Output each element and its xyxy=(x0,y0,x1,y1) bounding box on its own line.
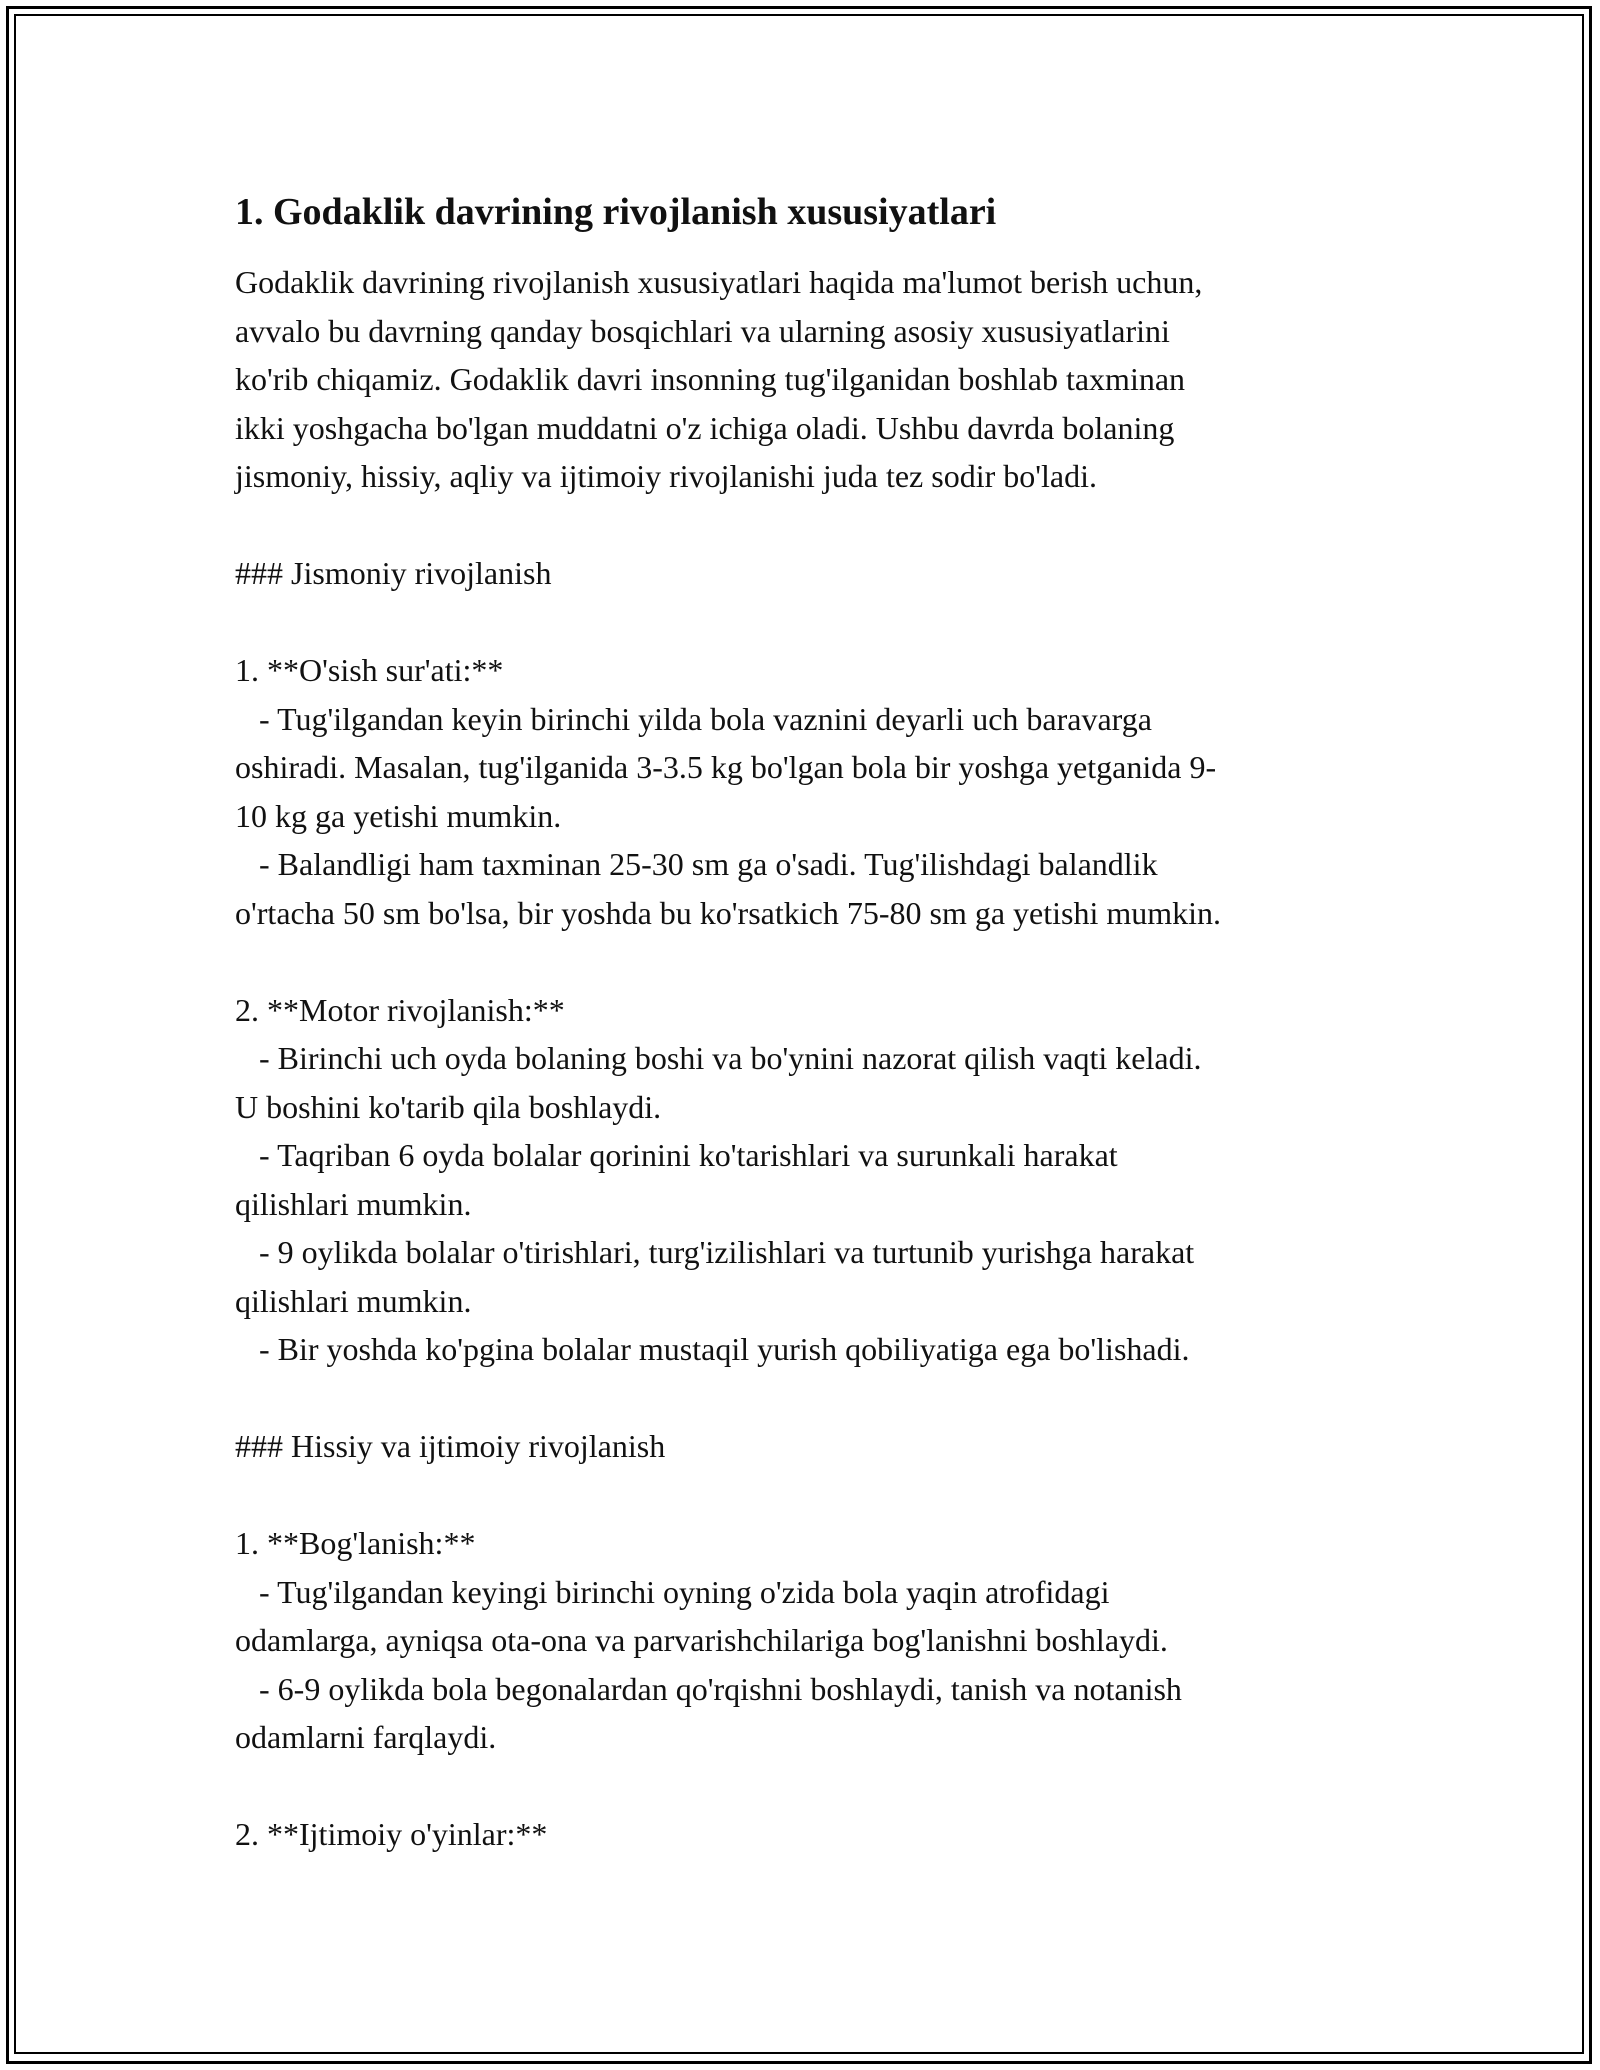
text-line: - 6-9 oylikda bola begonalardan qo'rqishni boshlaydi, tanish va notanish xyxy=(235,1670,1182,1707)
blank-line xyxy=(235,1374,1365,1423)
text-line: Godaklik davrining rivojlanish xususiyatlari haqida ma'lumot berish uchun, xyxy=(235,264,1203,300)
text-line: - 9 oylikda bolalar o'tirishlari, turg'izilishlari va turtunib yurishga harakat xyxy=(235,1234,1195,1270)
blank-line xyxy=(235,598,1365,647)
list-item-motor-development xyxy=(235,986,1365,1374)
section-heading-emotional-social: ### Hissiy va ijtimoiy rivojlanish xyxy=(235,1428,666,1464)
text-line: - Tug'ilgandan keyingi birinchi oyning o'zida bola yaqin atrofidagi xyxy=(235,1573,1110,1610)
text-line: 1. **Bog'lanish:** xyxy=(235,1525,476,1561)
text-line: avvalo bu davrning qanday bosqichlari va ularning asosiy xususiyatlarini xyxy=(235,312,1170,349)
text-line: odamlarni farqlaydi. xyxy=(235,1719,497,1755)
intro-paragraph xyxy=(235,258,1365,501)
text-line: ko'rib chiqamiz. Godaklik davri insonning tug'ilganidan boshlab taxminan xyxy=(235,361,1186,397)
document-title: 1. Godaklik davrining rivojlanish xususiyatlari xyxy=(235,191,997,233)
text-line: - Balandligi ham taxminan 25-30 sm ga o'sadi. Tug'ilishdagi balandlik xyxy=(235,846,1158,882)
text-line: jismoniy, hissiy, aqliy va ijtimoiy rivojlanishi juda tez sodir bo'ladi. xyxy=(235,458,1097,494)
text-line: 10 kg ga yetishi mumkin. xyxy=(235,797,562,834)
section-heading-physical: ### Jismoniy rivojlanish xyxy=(235,555,552,591)
text-line: oshiradi. Masalan, tug'ilganida 3-3.5 kg bo'lgan bola bir yoshga yetganida 9- xyxy=(235,749,1217,785)
text-line: ikki yoshgacha bo'lgan muddatni o'z ichiga oladi. Ushbu davrda bolaning xyxy=(235,409,1175,446)
text-line: U boshini ko'tarib qila boshlaydi. xyxy=(235,1088,662,1125)
document-body xyxy=(235,186,1365,1859)
text-line: - Bir yoshda ko'pgina bolalar mustaqil yurish qobiliyatiga ega bo'lishadi. xyxy=(235,1331,1190,1367)
list-item-attachment xyxy=(235,1519,1365,1762)
document-text xyxy=(235,258,1365,1859)
blank-line xyxy=(235,501,1365,550)
text-line: odamlarga, ayniqsa ota-ona va parvarishchilariga bog'lanishni boshlaydi. xyxy=(235,1622,1168,1658)
blank-line xyxy=(235,1762,1365,1811)
text-line: - Tug'ilgandan keyin birinchi yilda bola vaznini deyarli uch baravarga xyxy=(235,700,1152,737)
text-line: qilishlari mumkin. xyxy=(235,1282,472,1319)
text-line: 1. **O'sish sur'ati:** xyxy=(235,652,504,688)
text-line: 2. **Ijtimoiy o'yinlar:** xyxy=(235,1816,548,1852)
text-line: o'rtacha 50 sm bo'lsa, bir yoshda bu ko'rsatkich 75-80 sm ga yetishi mumkin. xyxy=(235,894,1222,931)
blank-line xyxy=(235,937,1365,986)
text-line: - Taqriban 6 oyda bolalar qorinini ko'tarishlari va surunkali harakat xyxy=(235,1137,1118,1173)
text-line: 2. **Motor rivojlanish:** xyxy=(235,991,565,1028)
list-item-social-games xyxy=(235,1810,1365,1859)
blank-line xyxy=(235,1471,1365,1520)
text-line: - Birinchi uch oyda bolaning boshi va bo'ynini nazorat qilish vaqti keladi. xyxy=(235,1040,1202,1076)
list-item-growth-rate xyxy=(235,646,1365,937)
text-line: qilishlari mumkin. xyxy=(235,1185,472,1222)
